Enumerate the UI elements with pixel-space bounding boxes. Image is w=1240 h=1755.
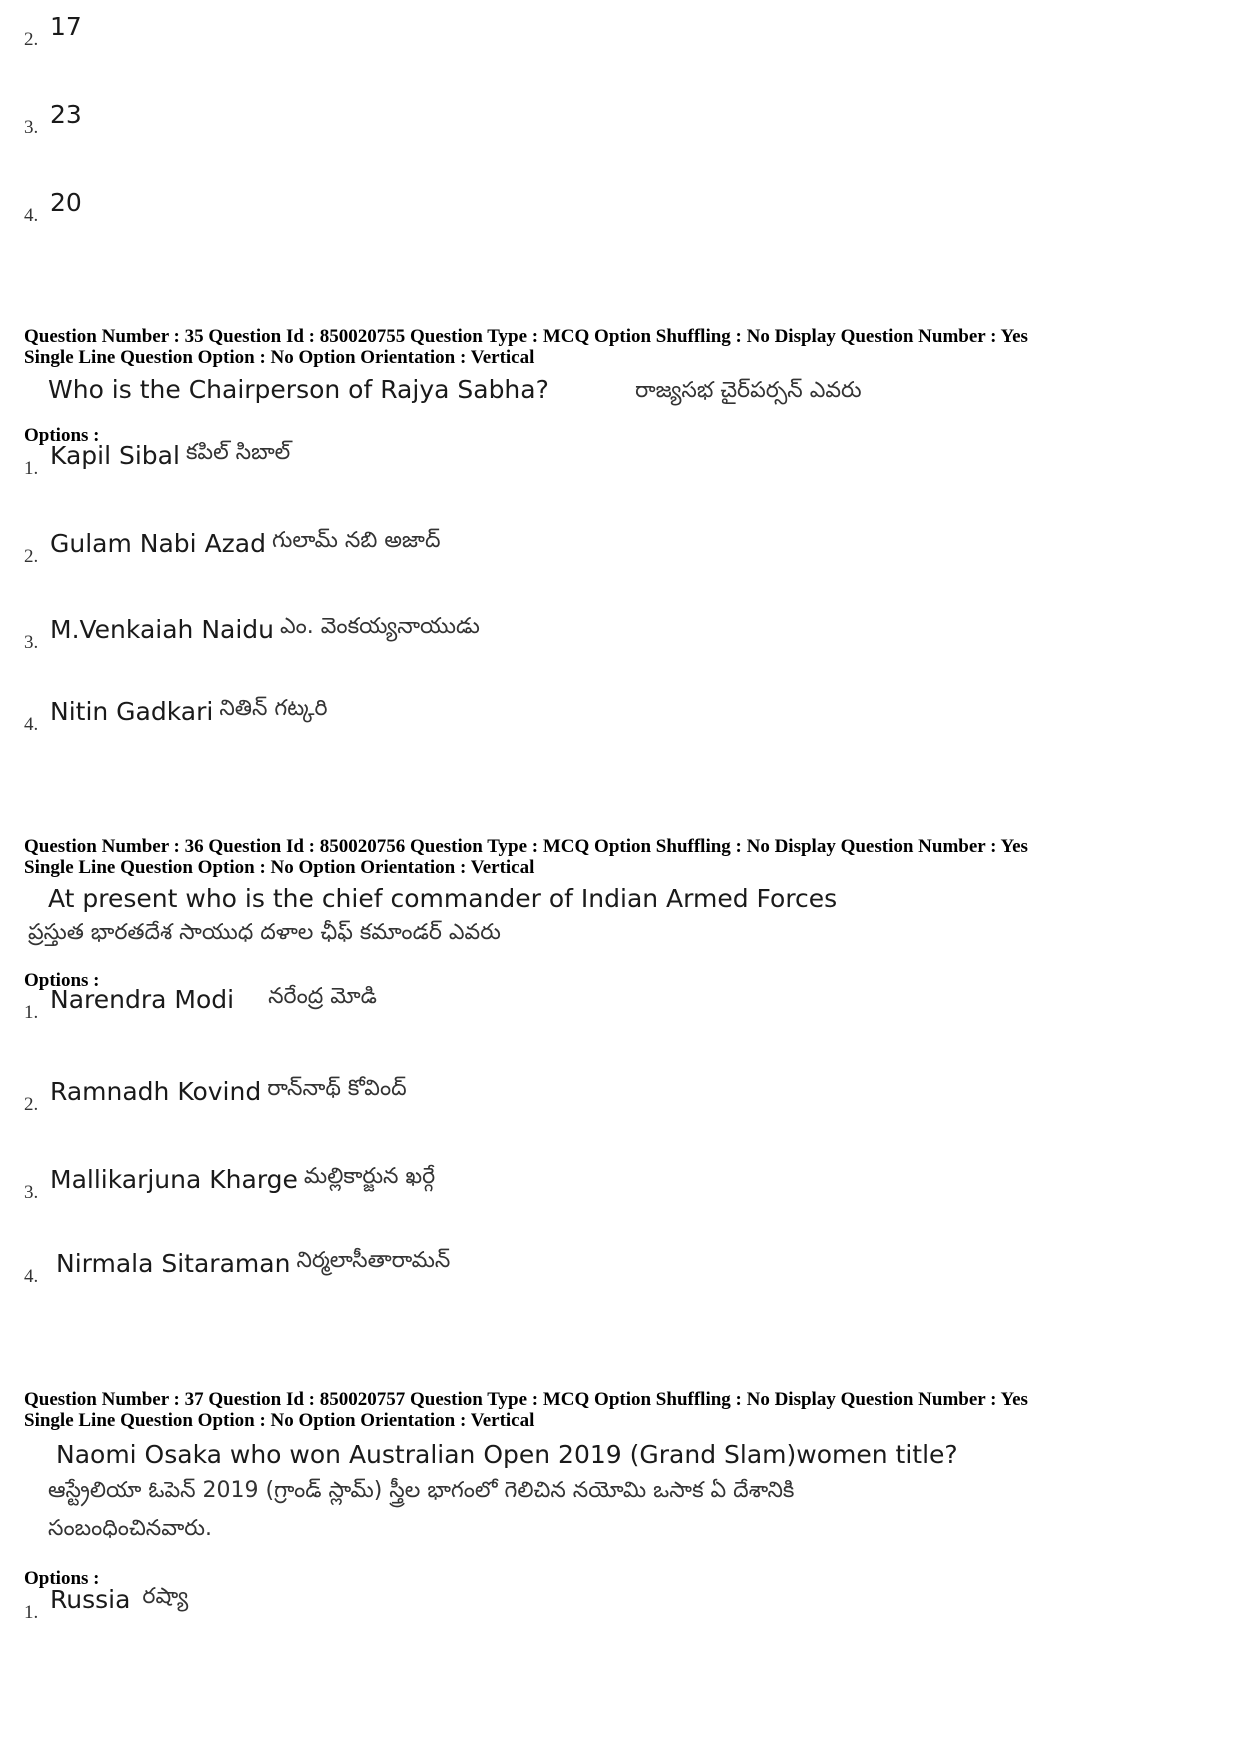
prev-option-2 <box>24 12 82 51</box>
option-number: 4. <box>24 1266 39 1287</box>
options-label: Options : <box>24 1568 100 1589</box>
q37-option-1 <box>24 1584 189 1624</box>
option-text: 23 <box>50 100 82 129</box>
option-text-te: రష్యా <box>142 1584 189 1609</box>
option-text-en: Mallikarjuna Kharge <box>50 1165 298 1194</box>
question-35-text-te: రాజ్యసభ చైర్‌పర్సన్ ఎవరు <box>635 378 862 403</box>
option-number: 1. <box>24 1002 39 1023</box>
option-number: 1. <box>24 458 39 479</box>
option-text-en: Nirmala Sitaraman <box>56 1249 291 1278</box>
option-number: 3. <box>24 117 39 138</box>
option-text-en: Narendra Modi <box>50 985 235 1014</box>
question-36-text-te: ప్రస్తుత భారతదేశ సాయుధ దళాల ఛీఫ్ కమాండర్ ఎవరు <box>28 920 501 945</box>
q36-option-4 <box>24 1248 451 1288</box>
option-number: 1. <box>24 1602 39 1623</box>
question-37-text-en: Naomi Osaka who won Australian Open 2019 (Grand Slam)women title? <box>56 1440 958 1469</box>
q35-option-1 <box>24 440 291 480</box>
option-text-en: M.Venkaiah Naidu <box>50 615 274 644</box>
question-36-meta <box>24 836 1028 878</box>
option-text-te: నితిన్ గట్కరి <box>219 696 328 721</box>
q36-option-3 <box>24 1164 436 1204</box>
q36-option-2 <box>24 1076 407 1116</box>
options-label: Options : <box>24 970 100 991</box>
prev-option-3 <box>24 100 82 139</box>
question-37-meta <box>24 1389 1028 1431</box>
option-number: 2. <box>24 1094 39 1115</box>
option-text-en: Gulam Nabi Azad <box>50 529 266 558</box>
option-number: 3. <box>24 1182 39 1203</box>
q35-option-3 <box>24 614 480 654</box>
option-text-en: Russia <box>50 1585 131 1614</box>
q35-option-4 <box>24 696 328 736</box>
option-number: 4. <box>24 714 39 735</box>
options-label: Options : <box>24 425 100 446</box>
option-number: 2. <box>24 546 39 567</box>
q36-option-1 <box>24 984 377 1024</box>
option-text-te: నరేంద్ర మోడి <box>268 984 377 1009</box>
question-meta-line1: Question Number : 35 Question Id : 850020755 Question Type : MCQ Option Shuffling : No Display Question Number : Yes <box>24 326 1028 347</box>
option-text-en: Ramnadh Kovind <box>50 1077 262 1106</box>
option-text-en: Nitin Gadkari <box>50 697 214 726</box>
option-number: 2. <box>24 29 39 50</box>
option-text-te: కపిల్ సిబాల్ <box>185 440 291 465</box>
question-meta-line2: Single Line Question Option : No Option Orientation : Vertical <box>24 857 535 878</box>
question-meta-line2: Single Line Question Option : No Option Orientation : Vertical <box>24 347 535 368</box>
question-37-text-te-line2: సంబంధించినవారు. <box>48 1516 212 1541</box>
question-meta-line1: Question Number : 37 Question Id : 850020757 Question Type : MCQ Option Shuffling : No Display Question Number : Yes <box>24 1389 1028 1410</box>
option-number: 4. <box>24 205 39 226</box>
prev-option-4 <box>24 188 82 227</box>
option-text-te: ఎం. వెంకయ్యనాయుడు <box>280 614 480 639</box>
q35-option-2 <box>24 528 441 568</box>
option-text-te: రాన్‌నాథ్ కోవింద్ <box>267 1076 407 1101</box>
option-text-te: గులామ్ నబి అజాద్ <box>271 528 441 553</box>
question-37-text-te-line1: ఆస్ట్రేలియా ఓపెన్ 2019 (గ్రాండ్ స్లామ్) స్త్రీల భాగంలో గెలిచిన నయోమి ఒసాక ఏ దేశానికి <box>48 1478 795 1503</box>
option-number: 3. <box>24 632 39 653</box>
question-35-meta <box>24 326 1028 368</box>
option-text-te: మల్లికార్జున ఖర్గే <box>303 1164 436 1189</box>
option-text-te: నిర్మలాసీతారామన్ <box>296 1248 451 1273</box>
question-meta-line1: Question Number : 36 Question Id : 850020756 Question Type : MCQ Option Shuffling : No Display Question Number : Yes <box>24 836 1028 857</box>
option-text: 20 <box>50 188 82 217</box>
question-35-text-en: Who is the Chairperson of Rajya Sabha? <box>48 375 549 404</box>
option-text: 17 <box>50 12 82 41</box>
question-meta-line2: Single Line Question Option : No Option Orientation : Vertical <box>24 1410 535 1431</box>
question-36-text-en: At present who is the chief commander of Indian Armed Forces <box>48 884 838 913</box>
option-text-en: Kapil Sibal <box>50 441 180 470</box>
